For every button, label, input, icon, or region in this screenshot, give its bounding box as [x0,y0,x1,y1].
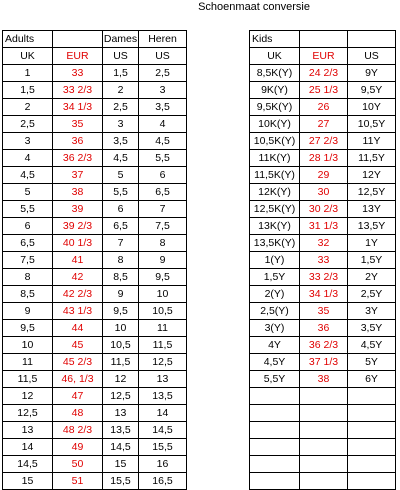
adults-cell: 9 [139,252,187,269]
adults-cell: 34 1/3 [53,99,103,116]
kids-cell [300,473,348,490]
adults-cell: 16 [139,456,187,473]
adults-cell: 39 [53,201,103,218]
adults-cell: 2,5 [3,116,53,133]
kids-cell: 2,5Y [348,286,396,303]
kids-cell: 27 2/3 [300,133,348,150]
adults-row [3,388,187,405]
kids-cell: 10,5Y [348,116,396,133]
adults-cell: 8 [139,235,187,252]
adults-cell: US [139,48,187,65]
kids-cell: 9K(Y) [250,82,300,99]
adults-row [3,82,187,99]
adults-cell: 12,5 [3,405,53,422]
adults-cell: 6,5 [139,184,187,201]
adults-cell: 8 [103,252,139,269]
adults-cell: 12 [3,388,53,405]
adults-cell: 49 [53,439,103,456]
kids-cell: 26 [300,99,348,116]
kids-row [250,405,396,422]
kids-group-row [250,31,396,48]
adults-cell: 13,5 [139,388,187,405]
kids-cell: 29 [300,167,348,184]
kids-cell: 12,5K(Y) [250,201,300,218]
kids-cell: 10,5K(Y) [250,133,300,150]
adults-cell: 14,5 [3,456,53,473]
adults-cell: 3 [103,116,139,133]
kids-row [250,337,396,354]
adults-cell: 43 1/3 [53,303,103,320]
kids-cell: 1Y [348,235,396,252]
adults-cell: 11,5 [103,354,139,371]
kids-cell: 9,5Y [348,82,396,99]
adults-cell: 6,5 [3,235,53,252]
adults-cell: 3 [3,133,53,150]
kids-cell: 3,5Y [348,320,396,337]
kids-cell [250,456,300,473]
adults-cell: 4 [3,150,53,167]
kids-cell: 36 2/3 [300,337,348,354]
kids-cell: 5Y [348,354,396,371]
adults-cell: 41 [53,252,103,269]
adults-cell: 36 2/3 [53,150,103,167]
adults-cell: 3 [139,82,187,99]
adults-cell: 45 2/3 [53,354,103,371]
adults-cell: 2 [3,99,53,116]
adults-cell: 13,5 [103,422,139,439]
adults-cell: 3,5 [103,133,139,150]
adults-cell: 9,5 [103,303,139,320]
kids-row [250,150,396,167]
kids-cell: 4,5Y [250,354,300,371]
kids-cell: 35 [300,303,348,320]
adults-cell: 47 [53,388,103,405]
adults-row [3,167,187,184]
adults-row [3,320,187,337]
adults-cell: 48 2/3 [53,422,103,439]
adults-cell: 8 [3,269,53,286]
kids-cell: 4,5Y [348,337,396,354]
adults-row [3,286,187,303]
kids-cell: 13Y [348,201,396,218]
kids-cell: 38 [300,371,348,388]
adults-cell: 4,5 [103,150,139,167]
kids-cell: 2(Y) [250,286,300,303]
kids-cell: 3Y [348,303,396,320]
adults-row [3,422,187,439]
adults-cell: 5,5 [139,150,187,167]
adults-cell: 7,5 [3,252,53,269]
kids-row [250,99,396,116]
adults-cell: 15 [3,473,53,490]
kids-cell: 37 1/3 [300,354,348,371]
adults-cell: 46, 1/3 [53,371,103,388]
kids-cell: 1,5Y [348,252,396,269]
kids-cell [300,405,348,422]
adults-row [3,150,187,167]
adults-cell: 13 [103,405,139,422]
adults-cell: 6 [103,201,139,218]
adults-cell: 10,5 [139,303,187,320]
adults-row [3,473,187,490]
adults-cell: 10 [139,286,187,303]
adults-cell: 5,5 [103,184,139,201]
adults-cell: 42 2/3 [53,286,103,303]
adults-cell: 7 [103,235,139,252]
adults-cell: 15,5 [103,473,139,490]
adults-cell: 13 [139,371,187,388]
adults-cell: 9 [3,303,53,320]
adults-cell: 12,5 [103,388,139,405]
kids-cell [348,388,396,405]
kids-cell [300,439,348,456]
kids-cell [300,31,348,48]
kids-row [250,235,396,252]
kids-cell: 10K(Y) [250,116,300,133]
adults-row [3,269,187,286]
kids-cell: 13,5Y [348,218,396,235]
adults-cell: EUR [53,48,103,65]
adults-cell: 51 [53,473,103,490]
adults-cell: 2,5 [139,65,187,82]
kids-cell: 13K(Y) [250,218,300,235]
adults-cell: UK [3,48,53,65]
adults-row [3,65,187,82]
kids-cell [348,422,396,439]
adults-cell: 38 [53,184,103,201]
adults-cell: 7 [139,201,187,218]
kids-row [250,201,396,218]
adults-cell: 15 [103,456,139,473]
adults-cell: 4 [139,116,187,133]
adults-row [3,439,187,456]
kids-cell: 34 1/3 [300,286,348,303]
kids-row [250,167,396,184]
adults-cell: 8,5 [3,286,53,303]
kids-cell: 8,5K(Y) [250,65,300,82]
adults-cell: 44 [53,320,103,337]
kids-cell: 2,5(Y) [250,303,300,320]
kids-cell [300,456,348,473]
kids-cell: 9Y [348,65,396,82]
kids-cell [250,473,300,490]
kids-table-body [250,31,396,490]
kids-cell: 6Y [348,371,396,388]
adults-row [3,303,187,320]
kids-cell [250,405,300,422]
adults-cell: 10 [103,320,139,337]
kids-cell: 32 [300,235,348,252]
kids-row [250,354,396,371]
kids-row [250,133,396,150]
adults-cell: 1,5 [3,82,53,99]
kids-cell: 3(Y) [250,320,300,337]
adults-cell: 39 2/3 [53,218,103,235]
adults-cell: US [103,48,139,65]
kids-cell: 12K(Y) [250,184,300,201]
kids-cell [250,422,300,439]
kids-row [250,371,396,388]
adults-row [3,337,187,354]
kids-row [250,422,396,439]
adults-row [3,405,187,422]
adults-cell: 6 [139,167,187,184]
adults-cell: 3,5 [139,99,187,116]
kids-cell: US [348,48,396,65]
kids-cell: 12,5Y [348,184,396,201]
adults-cell: 16,5 [139,473,187,490]
kids-cell: 4Y [250,337,300,354]
adults-cell: 33 2/3 [53,82,103,99]
adults-cell: 9 [103,286,139,303]
adults-cell: 2,5 [103,99,139,116]
kids-cell [348,456,396,473]
adults-cell: Heren [139,31,187,48]
adults-cell: 5,5 [3,201,53,218]
kids-cell: 11Y [348,133,396,150]
kids-row [250,65,396,82]
adults-cell: 2 [103,82,139,99]
kids-cell: 36 [300,320,348,337]
kids-cell: 33 [300,252,348,269]
kids-cell: 2Y [348,269,396,286]
kids-cell: 11,5Y [348,150,396,167]
kids-row [250,252,396,269]
kids-cell: 12Y [348,167,396,184]
adults-cell: 14 [3,439,53,456]
adults-cell: 4,5 [3,167,53,184]
kids-row [250,218,396,235]
adults-cell: Adults [3,31,53,48]
adults-cell: 10,5 [103,337,139,354]
adults-cell: 6 [3,218,53,235]
kids-row [250,269,396,286]
kids-cell: 13,5K(Y) [250,235,300,252]
adults-row [3,218,187,235]
adults-cell: 12 [103,371,139,388]
kids-cell: 31 1/3 [300,218,348,235]
adults-row [3,354,187,371]
kids-cell: UK [250,48,300,65]
kids-cell: 30 2/3 [300,201,348,218]
adults-cell: 11 [139,320,187,337]
kids-cell: 1,5Y [250,269,300,286]
kids-row [250,320,396,337]
adults-cell [53,31,103,48]
adults-cell: 5 [3,184,53,201]
kids-cell [300,388,348,405]
adults-cell: 14,5 [139,422,187,439]
kids-cell: 28 1/3 [300,150,348,167]
adults-cell: 14,5 [103,439,139,456]
kids-cell: 9,5K(Y) [250,99,300,116]
adults-cell: 37 [53,167,103,184]
adults-group-row [3,31,187,48]
kids-cell: Kids [250,31,300,48]
kids-cell: 27 [300,116,348,133]
kids-cell [250,439,300,456]
kids-cell: 25 1/3 [300,82,348,99]
kids-cell: 10Y [348,99,396,116]
kids-row [250,388,396,405]
adults-cell: Dames [103,31,139,48]
kids-row [250,184,396,201]
adults-cell: 14 [139,405,187,422]
kids-cell: EUR [300,48,348,65]
adults-size-table [2,30,187,490]
adults-cell: 9,5 [3,320,53,337]
kids-size-table [249,30,396,490]
kids-header-row [250,48,396,65]
adults-row [3,133,187,150]
adults-cell: 11 [3,354,53,371]
adults-header-row [3,48,187,65]
adults-cell: 1 [3,65,53,82]
kids-cell: 11,5K(Y) [250,167,300,184]
adults-cell: 5 [103,167,139,184]
page-title: Schoenmaat conversie [198,1,310,13]
adults-row [3,235,187,252]
adults-cell: 1,5 [103,65,139,82]
kids-row [250,303,396,320]
adults-row [3,99,187,116]
adults-cell: 48 [53,405,103,422]
kids-row [250,473,396,490]
kids-row [250,439,396,456]
kids-cell: 30 [300,184,348,201]
kids-cell [250,388,300,405]
kids-row [250,116,396,133]
kids-row [250,286,396,303]
kids-cell: 5,5Y [250,371,300,388]
adults-row [3,201,187,218]
adults-row [3,371,187,388]
adults-cell: 40 1/3 [53,235,103,252]
adults-cell: 15,5 [139,439,187,456]
kids-row [250,82,396,99]
adults-cell: 10 [3,337,53,354]
adults-cell: 50 [53,456,103,473]
adults-cell: 45 [53,337,103,354]
adults-cell: 4,5 [139,133,187,150]
kids-cell [300,422,348,439]
adults-cell: 7,5 [139,218,187,235]
adults-cell: 36 [53,133,103,150]
kids-cell [348,439,396,456]
kids-cell: 33 2/3 [300,269,348,286]
adults-cell: 33 [53,65,103,82]
kids-cell: 11K(Y) [250,150,300,167]
kids-cell: 1(Y) [250,252,300,269]
adults-row [3,456,187,473]
adults-cell: 11,5 [3,371,53,388]
kids-cell [348,473,396,490]
adults-cell: 6,5 [103,218,139,235]
adults-cell: 42 [53,269,103,286]
adults-cell: 35 [53,116,103,133]
adults-cell: 13 [3,422,53,439]
kids-cell [348,31,396,48]
adults-cell: 11,5 [139,337,187,354]
adults-table-body [3,31,187,490]
adults-cell: 9,5 [139,269,187,286]
adults-cell: 12,5 [139,354,187,371]
kids-row [250,456,396,473]
adults-row [3,252,187,269]
adults-row [3,184,187,201]
kids-cell: 24 2/3 [300,65,348,82]
kids-cell [348,405,396,422]
adults-cell: 8,5 [103,269,139,286]
adults-row [3,116,187,133]
